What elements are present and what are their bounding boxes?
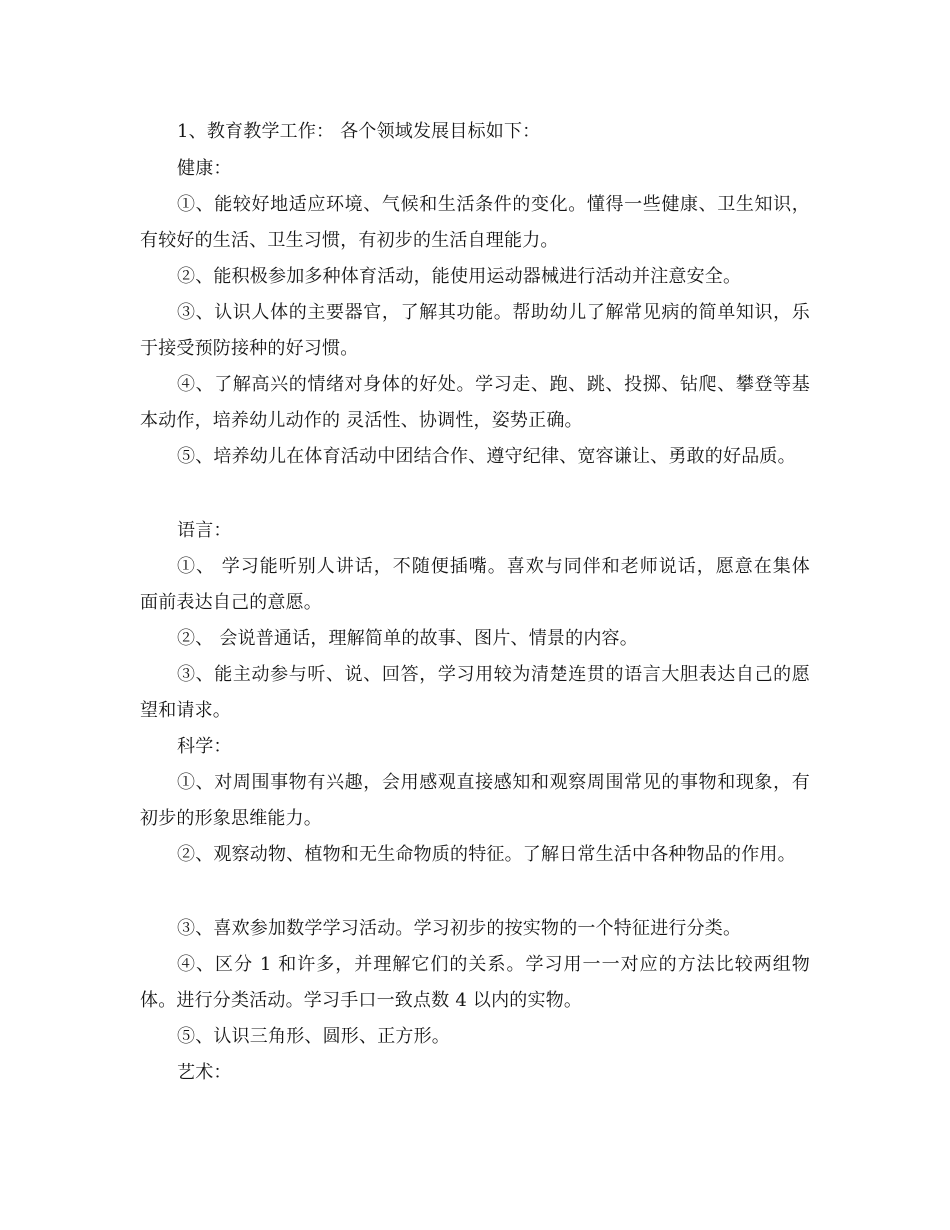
health-item-4-line-2: 本动作，培养幼儿动作的 灵活性、协调性，姿势正确。 (140, 410, 583, 431)
language-item-3-line-1: ③、能主动参与听、说、回答，学习用较为清楚连贯的语言大胆表达自己的愿 (177, 664, 810, 685)
health-item-5-line-1: ⑤、培养幼儿在体育活动中团结合作、遵守纪律、宽容谦让、勇敢的好品质。 (177, 446, 796, 467)
health-item-1-line-2: 有较好的生活、卫生习惯，有初步的生活自理能力。 (140, 230, 559, 251)
section-title-health: 健康： (177, 158, 232, 179)
section-title-science: 科学： (177, 736, 232, 757)
science-item-1-line-2: 初步的形象思维能力。 (140, 808, 322, 829)
science-item-4-line-1: ④、区分 1 和许多，并理解它们的关系。学习用一一对应的方法比较两组物 (177, 954, 810, 975)
language-item-2-line-1: ②、 会说普通话，理解简单的故事、图片、情景的内容。 (177, 628, 638, 649)
section-title-language: 语言： (177, 520, 232, 541)
section-title-art: 艺术： (177, 1062, 232, 1083)
language-item-1-line-2: 面前表达自己的意愿。 (140, 592, 322, 613)
health-item-3-line-2: 于接受预防接种的好习惯。 (140, 338, 359, 359)
health-item-4-line-1: ④、了解高兴的情绪对身体的好处。学习走、跑、跳、投掷、钻爬、攀登等基 (177, 374, 810, 395)
science-item-1-line-1: ①、对周围事物有兴趣，会用感观直接感知和观察周围常见的事物和现象，有 (177, 772, 810, 793)
science-item-5-line-1: ⑤、认识三角形、圆形、正方形。 (177, 1026, 450, 1047)
science-item-2-line-1: ②、观察动物、植物和无生命物质的特征。了解日常生活中各种物品的作用。 (177, 844, 796, 865)
health-item-1-line-1: ①、能较好地适应环境、气候和生活条件的变化。懂得一些健康、卫生知识， (177, 194, 810, 215)
document-heading: 1、教育教学工作： 各个领域发展目标如下： (177, 121, 541, 142)
science-item-4-line-2: 体。进行分类活动。学习手口一致点数 4 以内的实物。 (140, 990, 583, 1011)
health-item-2-line-1: ②、能积极参加多种体育活动，能使用运动器械进行活动并注意安全。 (177, 266, 742, 287)
health-item-3-line-1: ③、认识人体的主要器官，了解其功能。帮助幼儿了解常见病的简单知识，乐 (177, 302, 810, 323)
science-item-3-line-1: ③、喜欢参加数学学习活动。学习初步的按实物的一个特征进行分类。 (177, 918, 742, 939)
language-item-3-line-2: 望和请求。 (140, 700, 231, 721)
language-item-1-line-1: ①、 学习能听别人讲话，不随便插嘴。喜欢与同伴和老师说话，愿意在集体 (177, 556, 810, 577)
